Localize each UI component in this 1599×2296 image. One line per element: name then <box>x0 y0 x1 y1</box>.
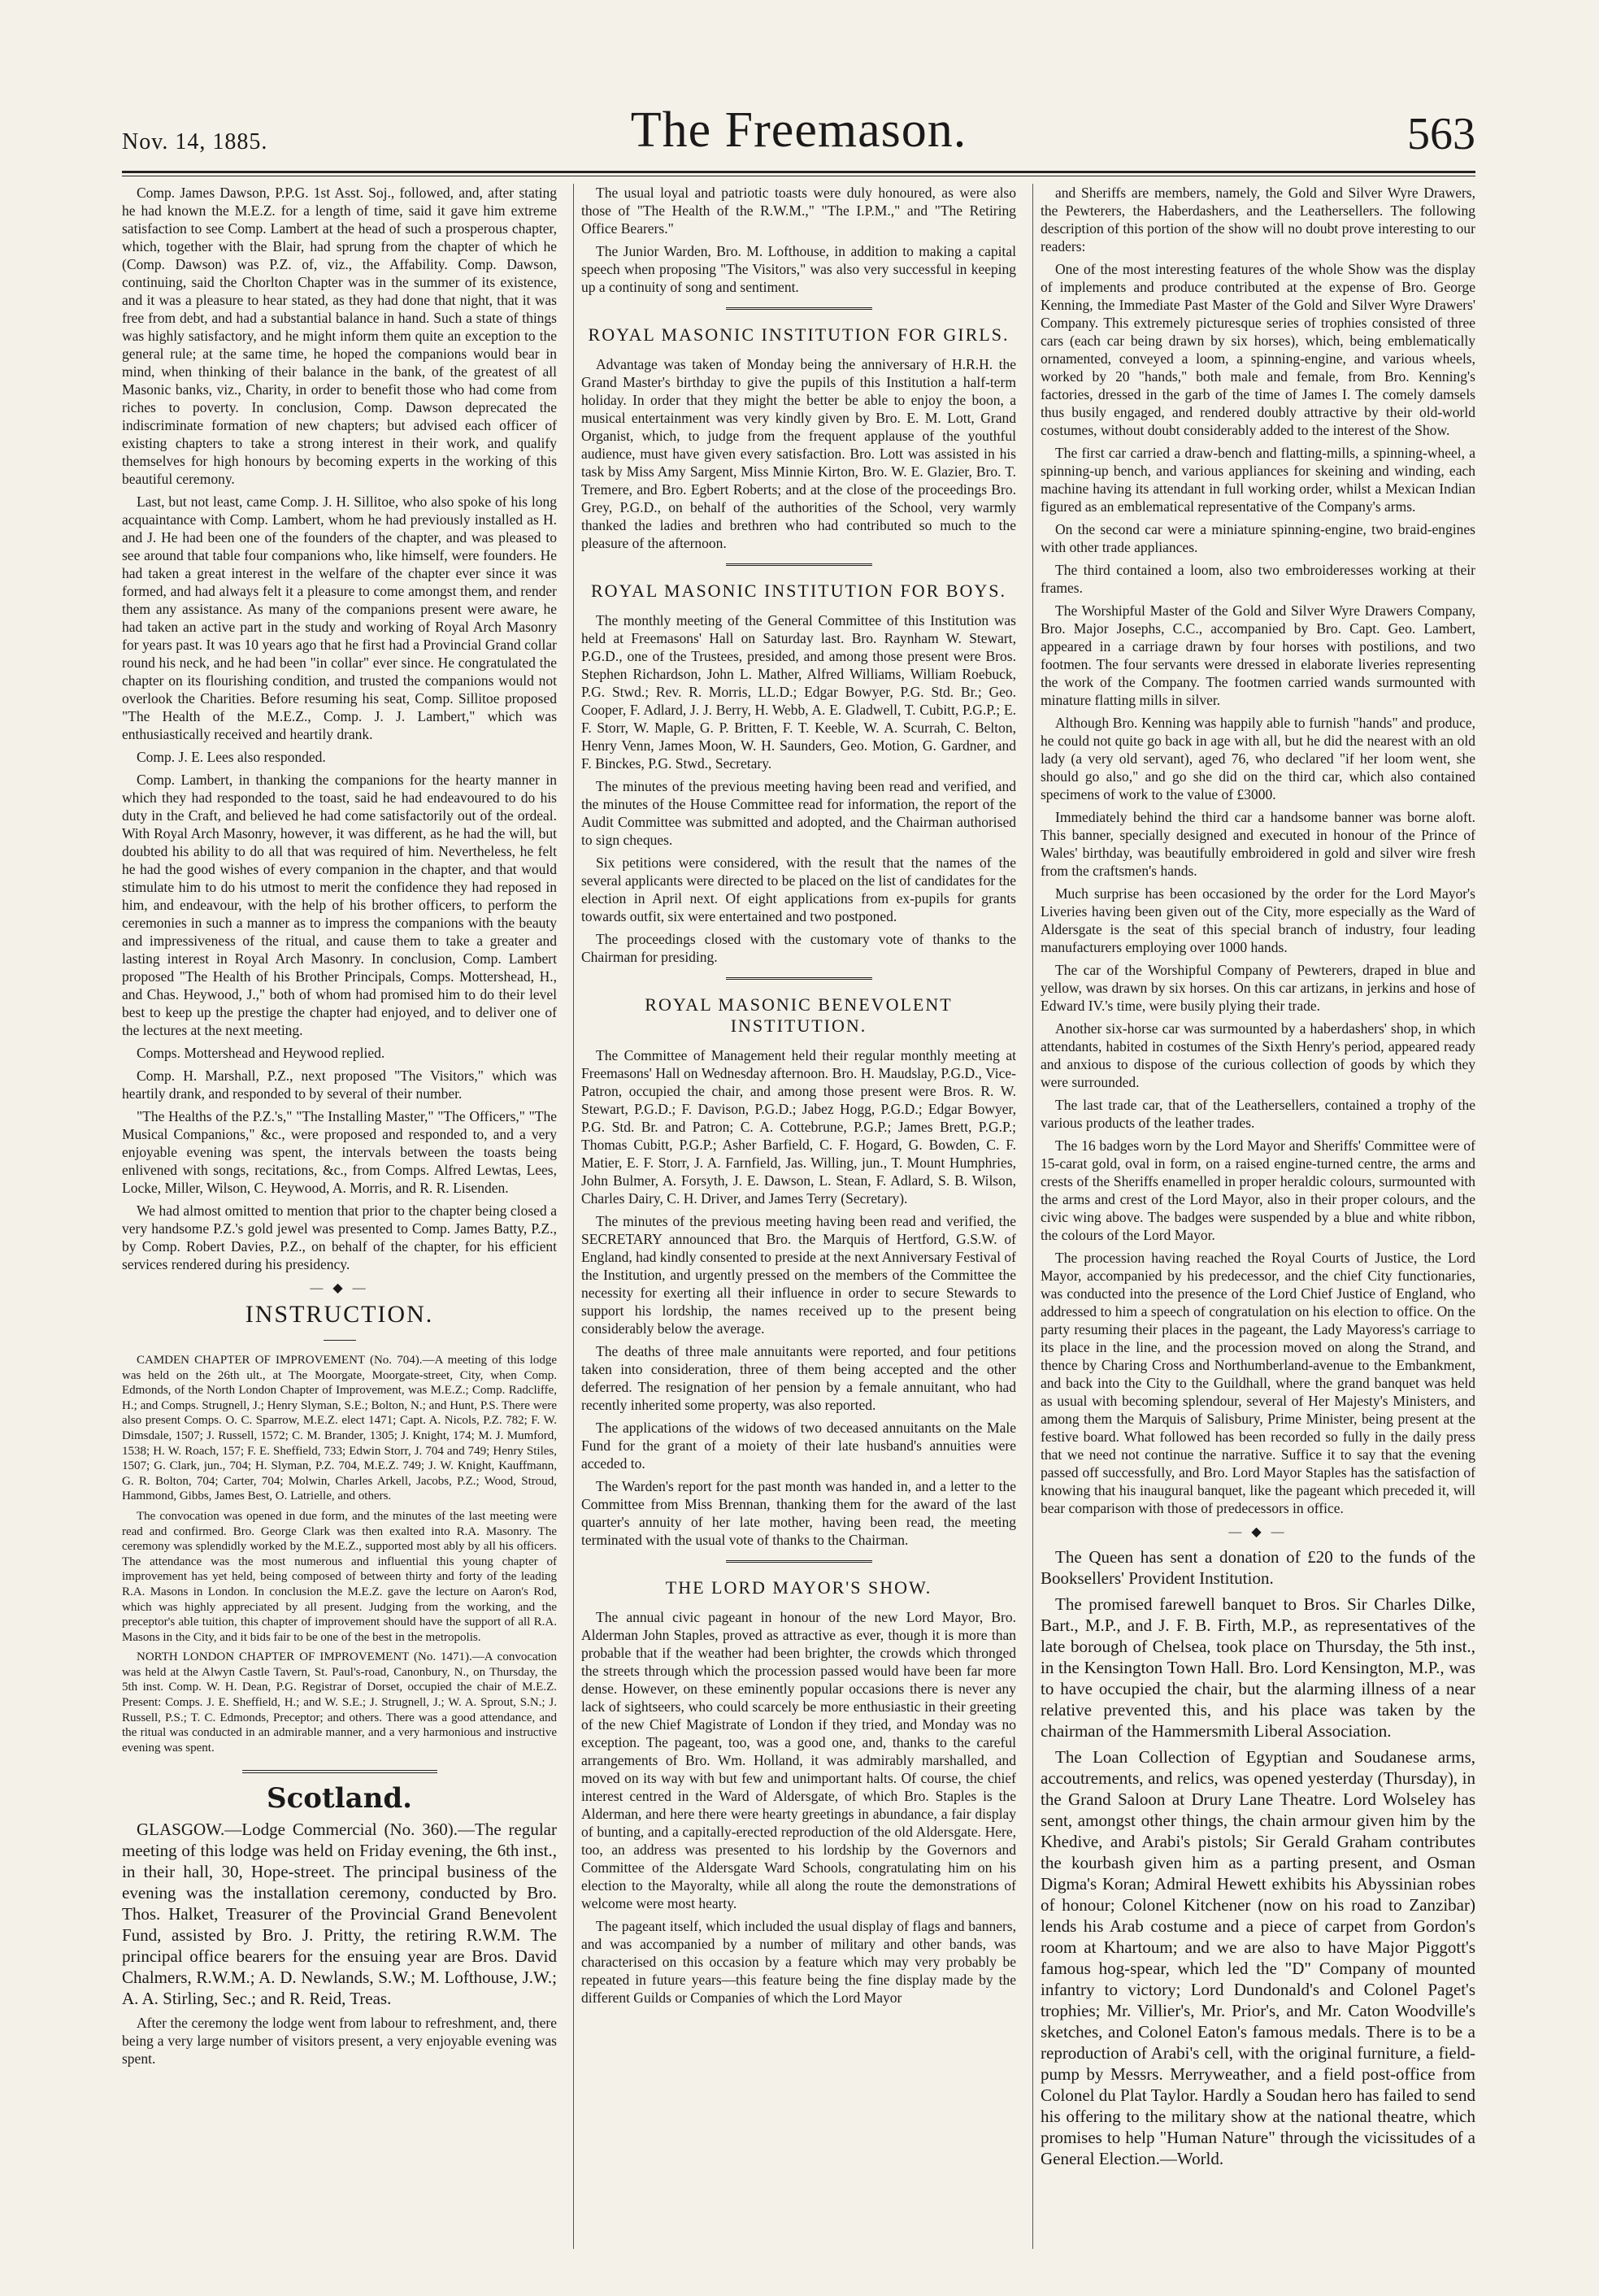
paragraph: Immediately behind the third car a handsome banner was borne aloft. This banner, specially designed and executed in honour of the Prince of Wales' birthday, was beautifully embroidered in gold and silver wire fresh from the craftsmen's hands. <box>1041 809 1475 879</box>
paragraph: The Loan Collection of Egyptian and Soudanese arms, accoutrements, and relics, was opened yesterday (Thursday), in the Grand Saloon at Drury Lane Theatre. Lord Wolseley has sent, amongst other things, the chain armour given him by the Khedive, and Arabi's pistols; Sir Gerald Graham contributes the kourbash given him as a parting present, and Osman Digma's Koran; Admiral Hewett exhibits his Abyssinian robes of honour; Colonel Kitchener (now on his road to Zanzibar) lends his Arab costume and a piece of carpet from Gordon's room at Khartoum; and we are also to have Major Piggott's famous hog-spear, which led the "D" Company of mounted infantry to victory; Lord Dundonald's and Colonel Paget's trophies; Mr. Villier's, Mr. Prior's, and Mr. Caton Woodville's sketches, and Colonel Eaton's famous medals. There is to be a reproduction of Arabi's cell, with the original furniture, a field-pump by Messrs. Merryweather, and a field post-office from Colonel du Plat Taylor. Hardly a Soudan hero has failed to send his offering to the military show at the national theatre, which promises to help "Human Nature" through the vicissitudes of a General Election.—World. <box>1041 1747 1475 2168</box>
column-1 <box>122 184 557 2072</box>
paragraph: The 16 badges worn by the Lord Mayor and Sheriffs' Committee were of 15-carat gold, oval in form, on a raised engine-turned centre, the arms and crests of the Sheriffs enamelled in proper heraldic colours, surmounted with the arms and crest of the Lord Mayor, also in their proper colours, and the civic wing above. The badges were suspended by a blue and white ribbon, the colours of the Lord Mayor. <box>1041 1137 1475 1243</box>
paragraph: The Queen has sent a donation of £20 to the funds of the Booksellers' Provident Institution. <box>1041 1547 1475 1588</box>
masthead <box>122 102 1475 165</box>
paragraph: The Committee of Management held their regular monthly meeting at Freemasons' Hall on Wednesday afternoon. Bro. H. Maudslay, P.G.D., Vice-Patron, occupied the chair, and among those present were Bros. R. W. Stewart, P.G.D.; F. Davison, P.G.D.; Jabez Hogg, P.G.D.; Edgar Bowyer, P.G. Std. Br. and Patron; C. A. Cottebrune, P.G.P.; James Brett, P.G.P.; Thomas Cubitt, P.G.P.; Asher Barfield, C. F. Hogard, G. Bowden, C. F. Matier, E. F. Storr, J. A. Farnfield, Jas. Willing, jun., T. Mount Humphries, John Bulmer, A. Forsyth, J. E. Dawson, L. Stean, F. Adlard, S. B. Wilson, Charles Dairy, C. H. Driver, and James Terry (Secretary). <box>581 1047 1016 1207</box>
section-rule <box>726 977 872 980</box>
paragraph: The minutes of the previous meeting having been read and verified, the SECRETARY announced that Bro. the Marquis of Hertford, G.S.W. of England, had kindly consented to preside at the next Anniversary Festival of the Institution, and urgently pressed on the members of the Committee the necessity for exerting all their influence in order to secure Stewards to support his lordship, the names received up to the present being considerably below the average. <box>581 1213 1016 1337</box>
paragraph: The deaths of three male annuitants were reported, and four petitions taken into consideration, three of them being accepted and the other deferred. The resignation of her pension by a female annuitant, who had recently inherited some property, was also reported. <box>581 1343 1016 1413</box>
paragraph: The last trade car, that of the Leathersellers, contained a trophy of the various products of the leather trades. <box>1041 1097 1475 1131</box>
paragraph: and Sheriffs are members, namely, the Gold and Silver Wyre Drawers, the Pewterers, the Haberdashers, and the Leathersellers. The following description of this portion of the show will no doubt prove interesting to our readers: <box>1041 185 1475 254</box>
paragraph: The usual loyal and patriotic toasts were duly honoured, as were also those of "The Health of the R.W.M.," "The I.P.M.," and "The Retiring Office Bearers." <box>581 185 1016 237</box>
section-rule <box>726 563 872 566</box>
paragraph: The procession having reached the Royal Courts of Justice, the Lord Mayor, accompanied by his predecessor, and the chief City functionaries, was conducted into the presence of the Lord Chief Justice of England, who addressed to him a speech of congratulation on his election to office. On the party resuming their places in the pageant, the Lady Mayoress's carriage to its place in the line, and the procession moved on along the Strand, and thence by Charing Cross and Northumberland-avenue to the Embankment, and back into the City to the Guildhall, where the grand banquet was held as usual with becoming splendour, several of Her Majesty's Ministers, and among them the Marquis of Salisbury, Prime Minister, being present at the festive board. What followed has been recorded so fully in the daily press that we need not continue the narrative. Suffice it to say that the evening passed off successfully, and Bro. Lord Mayor Staples has the satisfaction of knowing that his inaugural banquet, like the pageant which preceded it, will bear comparison with those of predecessors in office. <box>1041 1250 1475 1516</box>
section-heading-instruction: INSTRUCTION. <box>245 1301 434 1328</box>
paragraph: The proceedings closed with the customary vote of thanks to the Chairman for presiding. <box>581 931 1016 965</box>
paragraph: Comp. James Dawson, P.P.G. 1st Asst. Soj., followed, and, after stating he had known the M.E.Z. for a length of time, said it gave him extreme satisfaction to see Comp. Lambert at the head of such a prosperous chapter, which, together with the Blair, had sprung from the chapter of which he (Comp. Dawson) was P.Z. of, viz., the Affability. Comp. Dawson, continuing, said the Chorlton Chapter was in the summer of its existence, and it was a pleasure to hear stated, as they had done that night, that it was free from debt, and had a substantial balance in hand. Such a state of things was highly satisfactory, and he might inform them quite an exception to the general rule; at the same time, he hoped the companions would bear in mind, when thinking of their balance in the bank, of the greatest of all Masonic banks, viz., Charity, in order to benefit those who had come from riches to poverty. In conclusion, Comp. Dawson deprecated the indiscriminate formation of new chapters; but advised each officer of existing chapters to take a strong interest in their work, and qualify themselves for high honours by becoming experts in the working of this beautiful ceremony. <box>122 185 557 487</box>
paragraph: The applications of the widows of two deceased annuitants on the Male Fund for the grant of a moiety of their late husband's annuities were acceded to. <box>581 1420 1016 1472</box>
paragraph: Although Bro. Kenning was happily able to furnish "hands" and produce, he could not quite go back in age with all, but he did the nearest with an old lady (a very old servant), aged 76, who declared "if her loom went, she should go also," and go she did on the third car, which also contained specimens of work to the value of £3000. <box>1041 715 1475 802</box>
paragraph: Comp. Lambert, in thanking the companions for the hearty manner in which they had responded to the toast, said he had endeavoured to do his duty in the Craft, and believed he had come satisfactorily out of the ordeal. With Royal Arch Masonry, however, it was different, as he had the will, but doubted his ability to do all that was required of him. Nevertheless, he felt he had the good wishes of every companion in the chapter, and that would stimulate him to do his utmost to merit the confidence they had reposed in him, and endeavour, with the help of his brother officers, to perform the ceremonies in such a manner as to impress the companions with the beauty and impressiveness of the ritual, and cause them to take a greater and lasting interest in Royal Arch Masonry. In conclusion, Comp. Lambert proposed "The Health of his Brother Principals, Comps. Mottershead, H., and Chas. Heywood, J.," both of whom had promised him to do their level best to keep up the prestige the chapter had enjoyed, and to deliver one of the lectures at the next meeting. <box>122 772 557 1038</box>
section-rule <box>726 307 872 310</box>
heading-underline <box>122 1330 557 1345</box>
newspaper-title: The Freemason. <box>630 102 967 158</box>
paragraph: The pageant itself, which included the usual display of flags and banners, and was accompanied by a number of military and other bands, was characterised on this occasion by a feature which may very probably be repeated in future years—this feature being the fine display made by the different Guilds or Companies of which the Lord Mayor <box>581 1918 1016 2006</box>
paragraph: The annual civic pageant in honour of the new Lord Mayor, Bro. Alderman John Staples, proved as attractive as ever, though it is more than probable that if the weather had been brighter, the crowds which thronged the streets through which the procession passed would have been far more dense. However, on these eminently popular occasions there is never any lack of sightseers, who could scarcely be more enthusiastic in their greeting of the new Chief Magistrate of London if they tried, and Monday was no exception. The pageant, too, was a good one, and, thanks to the careful arrangements of Bro. Wm. Holland, it was admirably marshalled, and moved on its way with but few and unimportant halts. Of course, the chief interest centred in the Ward of Aldersgate, of which Bro. Staples is the Alderman, and here there were hearty greetings in abundance, a fair display of bunting, and a capitally-erected reproduction of the old Aldersgate. Here, too, an address was presented to his lordship by the Governors and Committee of the Aldersgate Ward Schools, congratulating him on his election to the Mayoralty, while all along the route the demonstrations of welcome were most hearty. <box>581 1609 1016 1911</box>
paragraph: The monthly meeting of the General Committee of this Institution was held at Freemasons' Hall on Saturday last. Bro. Raynham W. Stewart, P.G.D., one of the Trustees, presided, and among those present were Bros. Stephen Richardson, John L. Mather, Alfred Williams, William Roebuck, P.G. Stwd.; Rev. R. Morris, LL.D.; Edgar Bowyer, P.G. Std. Br.; Geo. Cooper, F. Adlard, J. J. Berry, H. Webb, A. E. Gladwell, T. Cubitt, P.G.P.; E. F. Storr, W. Maple, G. P. Britten, F. T. Keeble, W. A. Scurrah, C. Belton, Henry Venn, James Moon, W. H. Saunders, Geo. Motion, G. Gardner, and F. Binckes, P.G. Stwd., Secretary. <box>581 612 1016 772</box>
paragraph: "The Healths of the P.Z.'s," "The Installing Master," "The Officers," "The Musical Companions," &c., were proposed and responded to, and a very enjoyable evening was spent, the intervals between the toasts being enlivened with songs, recitations, &c., from Comps. Alfred Lewtas, Lees, Locke, Miller, Wilson, C. Heywood, A. Morris, and R. R. Lisenden. <box>122 1108 557 1196</box>
issue-date: Nov. 14, 1885. <box>122 129 268 154</box>
paragraph: One of the most interesting features of the whole Show was the display of implements and produce contributed at the expense of Bro. George Kenning, the Immediate Past Master of the Gold and Silver Wyre Drawers' Company. This extremely picturesque series of trophies consisted of three cars (each car being drawn by six horses), which, being emblematically ornamented, conveyed a loom, a spinning-engine, and various wheels, worked by 20 "hands," both male and female, from Bro. Kenning's factories, dressed in the garb of the time of James I. The comely damsels thus busily engaged, and rendered doubly attractive by their old-world costumes, without doubt considerably added to the interest of the Show. <box>1041 261 1475 438</box>
section-heading-benevolent: ROYAL MASONIC BENEVOLENT INSTITUTION. <box>645 994 953 1036</box>
paragraph: Last, but not least, came Comp. J. H. Sillitoe, who also spoke of his long acquaintance with Comp. Lambert, whom he had previously installed as H. and J. He had been one of the founders of the chapter, and was pleased to see around that table four companions who, like himself, were founders. He had taken a great interest in the welfare of the chapter ever since it was formed, and had always felt it a pleasure to come amongst them, and render them any assistance. As many of the companions present were aware, he had taken an active part in the study and working of Royal Arch Masonry for years past. It was 10 years ago that he first had a Provincial Grand collar round his neck, and he had been "in collar" ever since. He congratulated the chapter on its flourishing condition, and trusted the companions would not overlook the Charities. Before resuming his seat, Comp. Sillitoe proposed "The Health of the M.E.Z., Comp. J. J. Lambert," which was enthusiastically received and heartily drank. <box>122 494 557 742</box>
paragraph: The promised farewell banquet to Bros. Sir Charles Dilke, Bart., M.P., and J. F. B. Firth, M.P., as representatives of the late borough of Chelsea, took place on Thursday, the 5th inst., in the Kensington Town Hall. Bro. Lord Kensington, M.P., was to have occupied the chair, but the alarming illness of a near relative prevented this, and his place was taken by the chairman of the Hammersmith Liberal Association. <box>1041 1594 1475 1741</box>
section-heading-girls: ROYAL MASONIC INSTITUTION FOR GIRLS. <box>588 324 1010 345</box>
paragraph: Comp. H. Marshall, P.Z., next proposed "The Visitors," which was heartily drank, and responded to by several of their number. <box>122 1068 557 1102</box>
paragraph: The Warden's report for the past month was handed in, and a letter to the Committee from Miss Brennan, thanking them for the award of the last quarter's annuity of her late mother, having been read, the meeting terminated with the usual vote of thanks to the Chairman. <box>581 1478 1016 1548</box>
paragraph: We had almost omitted to mention that prior to the chapter being closed a very handsome P.Z.'s gold jewel was presented to Comp. James Batty, P.Z., by Comp. Robert Davies, P.Z., on behalf of the chapter, for his efficient services rendered during his presidency. <box>122 1202 557 1272</box>
paragraph: NORTH LONDON CHAPTER OF IMPROVEMENT (No. 1471).—A convocation was held at the Alwyn Castle Tavern, St. Paul's-road, Canonbury, N., on Thursday, the 5th inst. Comp. W. H. Dean, P.G. Registrar of Dorset, occupied the chair of M.E.Z. Present: Comps. J. E. Sheffield, H.; and W. S.E.; J. Strugnell, J.; W. A. Sprout, S.N.; J. Russell, P.S.; T. C. Edmonds, Preceptor; and others. There was a good attendance, and the ritual was conducted in an admirable manner, and a very harmonious and instructive evening was spent. <box>122 1650 557 1755</box>
section-ornament: — ◆ — <box>310 1281 369 1295</box>
section-heading-scotland: Scotland. <box>267 1782 412 1815</box>
paragraph: The convocation was opened in due form, and the minutes of the last meeting were read and confirmed. Bro. George Clark was then exalted into R.A. Masonry. The ceremony was splendidly worked by the M.E.Z., supported most ably by all his officers. The attendance was the most numerous and influential this young chapter of improvement has yet held, being composed of between thirty and forty of the leading R.A. Masons in London. In conclusion the M.E.Z. gave the lecture on Aaron's Rod, which was highly appreciated by all present. Judging from the working, and the preceptor's able tuition, this chapter of improvement should have the support of all R.A. Masons in the City, and it bids fair to be one of the best in the metropolis. <box>122 1509 557 1644</box>
paragraph: The minutes of the previous meeting having been read and verified, and the minutes of the House Committee read for information, the report of the Audit Committee was submitted and adopted, and the Chairman authorised to sign cheques. <box>581 778 1016 848</box>
column-divider <box>573 184 574 2249</box>
paragraph: Much surprise has been occasioned by the order for the Lord Mayor's Liveries having been given out of the City, more especially as the Ward of Aldersgate is the seat of this special branch of industry, four leading manufacturers employing over 1000 hands. <box>1041 885 1475 955</box>
paragraph: Advantage was taken of Monday being the anniversary of H.R.H. the Grand Master's birthday to give the pupils of this Institution a half-term holiday. In order that they might the better be able to enjoy the boon, a musical entertainment was very kindly given by Bro. E. M. Lott, Grand Organist, which, to judge from the frequent applause of the youthful audience, must have given every satisfaction. Bro. Lott was assisted in his task by Miss Amy Sargent, Miss Minnie Kirton, Bro. W. E. Glazier, Bro. T. Tremere, and Bro. Egbert Roberts; and at the close of the proceedings Bro. Grey, P.G.D., on behalf of the authorities of the School, very warmly thanked the ladies and brethren who had contributed so much to the pleasure of the afternoon. <box>581 356 1016 551</box>
paragraph: The Worshipful Master of the Gold and Silver Wyre Drawers Company, Bro. Major Josephs, C.C., accompanied by Bro. Capt. Geo. Lambert, appeared in a carriage drawn by four horses with postilions, and two footmen. The four servants were dressed in elaborate liveries representing the work of the Company. The footmen carried wands surmounted with minature flatting mills in silver. <box>1041 602 1475 708</box>
section-ornament: — ◆ — <box>1228 1525 1288 1539</box>
paragraph: Comp. J. E. Lees also responded. <box>137 749 326 765</box>
paragraph: The third contained a loom, also two embroideresses working at their frames. <box>1041 562 1475 596</box>
column-3 <box>1041 184 1475 2174</box>
paragraph: The first car carried a draw-bench and flatting-mills, a spinning-wheel, a spinning-up bench, and various appliances for skeining and winding, each machine having its attendant in full working order, whilst a Mexican Indian figured as an emblematical representative of the Company's arms. <box>1041 445 1475 515</box>
page-number: 563 <box>1407 109 1475 159</box>
paragraph: On the second car were a miniature spinning-engine, two braid-engines with other trade appliances. <box>1041 521 1475 555</box>
section-heading-lord-mayors-show: THE LORD MAYOR'S SHOW. <box>665 1577 932 1598</box>
section-rule <box>242 1770 437 1773</box>
column-divider <box>1032 184 1033 2249</box>
column-2 <box>581 184 1016 2011</box>
masthead-rule <box>122 171 1475 173</box>
paragraph: Six petitions were considered, with the result that the names of the several applicants were directed to be placed on the list of candidates for the election in April next. Of eight applications from ex-pupils for grants towards outfit, six were entertained and two postponed. <box>581 854 1016 924</box>
section-heading-boys: ROYAL MASONIC INSTITUTION FOR BOYS. <box>590 581 1007 601</box>
paragraph: Comps. Mottershead and Heywood replied. <box>137 1045 385 1061</box>
paragraph: The car of the Worshipful Company of Pewterers, draped in blue and yellow, was drawn by six horses. On this car artizans, in jerkins and hose of Edward IV.'s time, were busily plying their trade. <box>1041 962 1475 1014</box>
paragraph: Another six-horse car was surmounted by a haberdashers' shop, in which attendants, habited in costumes of the Sixth Henry's period, appeared ready and anxious to dispose of the curious collection of goods by which they were surrounded. <box>1041 1020 1475 1090</box>
paragraph: GLASGOW.—Lodge Commercial (No. 360).—The regular meeting of this lodge was held on Friday evening, the 6th inst., in their hall, 30, Hope-street. The principal business of the evening was the installation ceremony, conducted by Bro. Thos. Halket, Treasurer of the Provincial Grand Benevolent Fund, assisted by Bro. J. Pritty, the retiring R.W.M. The principal office bearers for the ensuing year are Bros. David Chalmers, R.W.M.; A. D. Newlands, S.W.; M. Lofthouse, J.W.; A. A. Stirling, Sec.; and R. Reid, Treas. <box>122 1820 557 2009</box>
paragraph: The Junior Warden, Bro. M. Lofthouse, in addition to making a capital speech when proposing "The Visitors," was also very successful in keeping up a continuity of song and sentiment. <box>581 243 1016 295</box>
paragraph: After the ceremony the lodge went from labour to refreshment, and, there being a very large number of visitors present, a very enjoyable evening was spent. <box>122 2015 557 2068</box>
paragraph: CAMDEN CHAPTER OF IMPROVEMENT (No. 704).—A meeting of this lodge was held on the 26th ult., at The Moorgate, Moorgate-street, City, when Comp. Edmonds, of the North London Chapter of Improvement, was M.E.Z.; Comp. Radcliffe, H.; and Comps. Strugnell, J.; Henry Slyman, S.E.; Bolton, N.; and Hunt, P.S. There were also present Comps. O. C. Sparrow, M.E.Z. elect 1471; Capt. A. Nicols, P.Z. 782; F. W. Dimsdale, 1507; J. Russell, 1572; C. M. Brander, 1305; J. Knight, 174; M. J. Mumford, 1538; H. W. Roach, 157; F. E. Sheffield, 733; Edwin Storr, J. 704 and 749; Henry Stiles, 1507; G. Clark, jun., 704; H. Slyman, P.Z. 704, M.E.Z. 749; J. W. Knight, Kauffmann, G. R. Bolton, 704; Carter, 704; Molwin, Charles Arkell, Jacobs, P.Z.; Wood, Stroud, Hammond, Gibbs, James Best, O. Latrielle, and others. <box>122 1354 557 1503</box>
section-rule <box>726 1560 872 1563</box>
